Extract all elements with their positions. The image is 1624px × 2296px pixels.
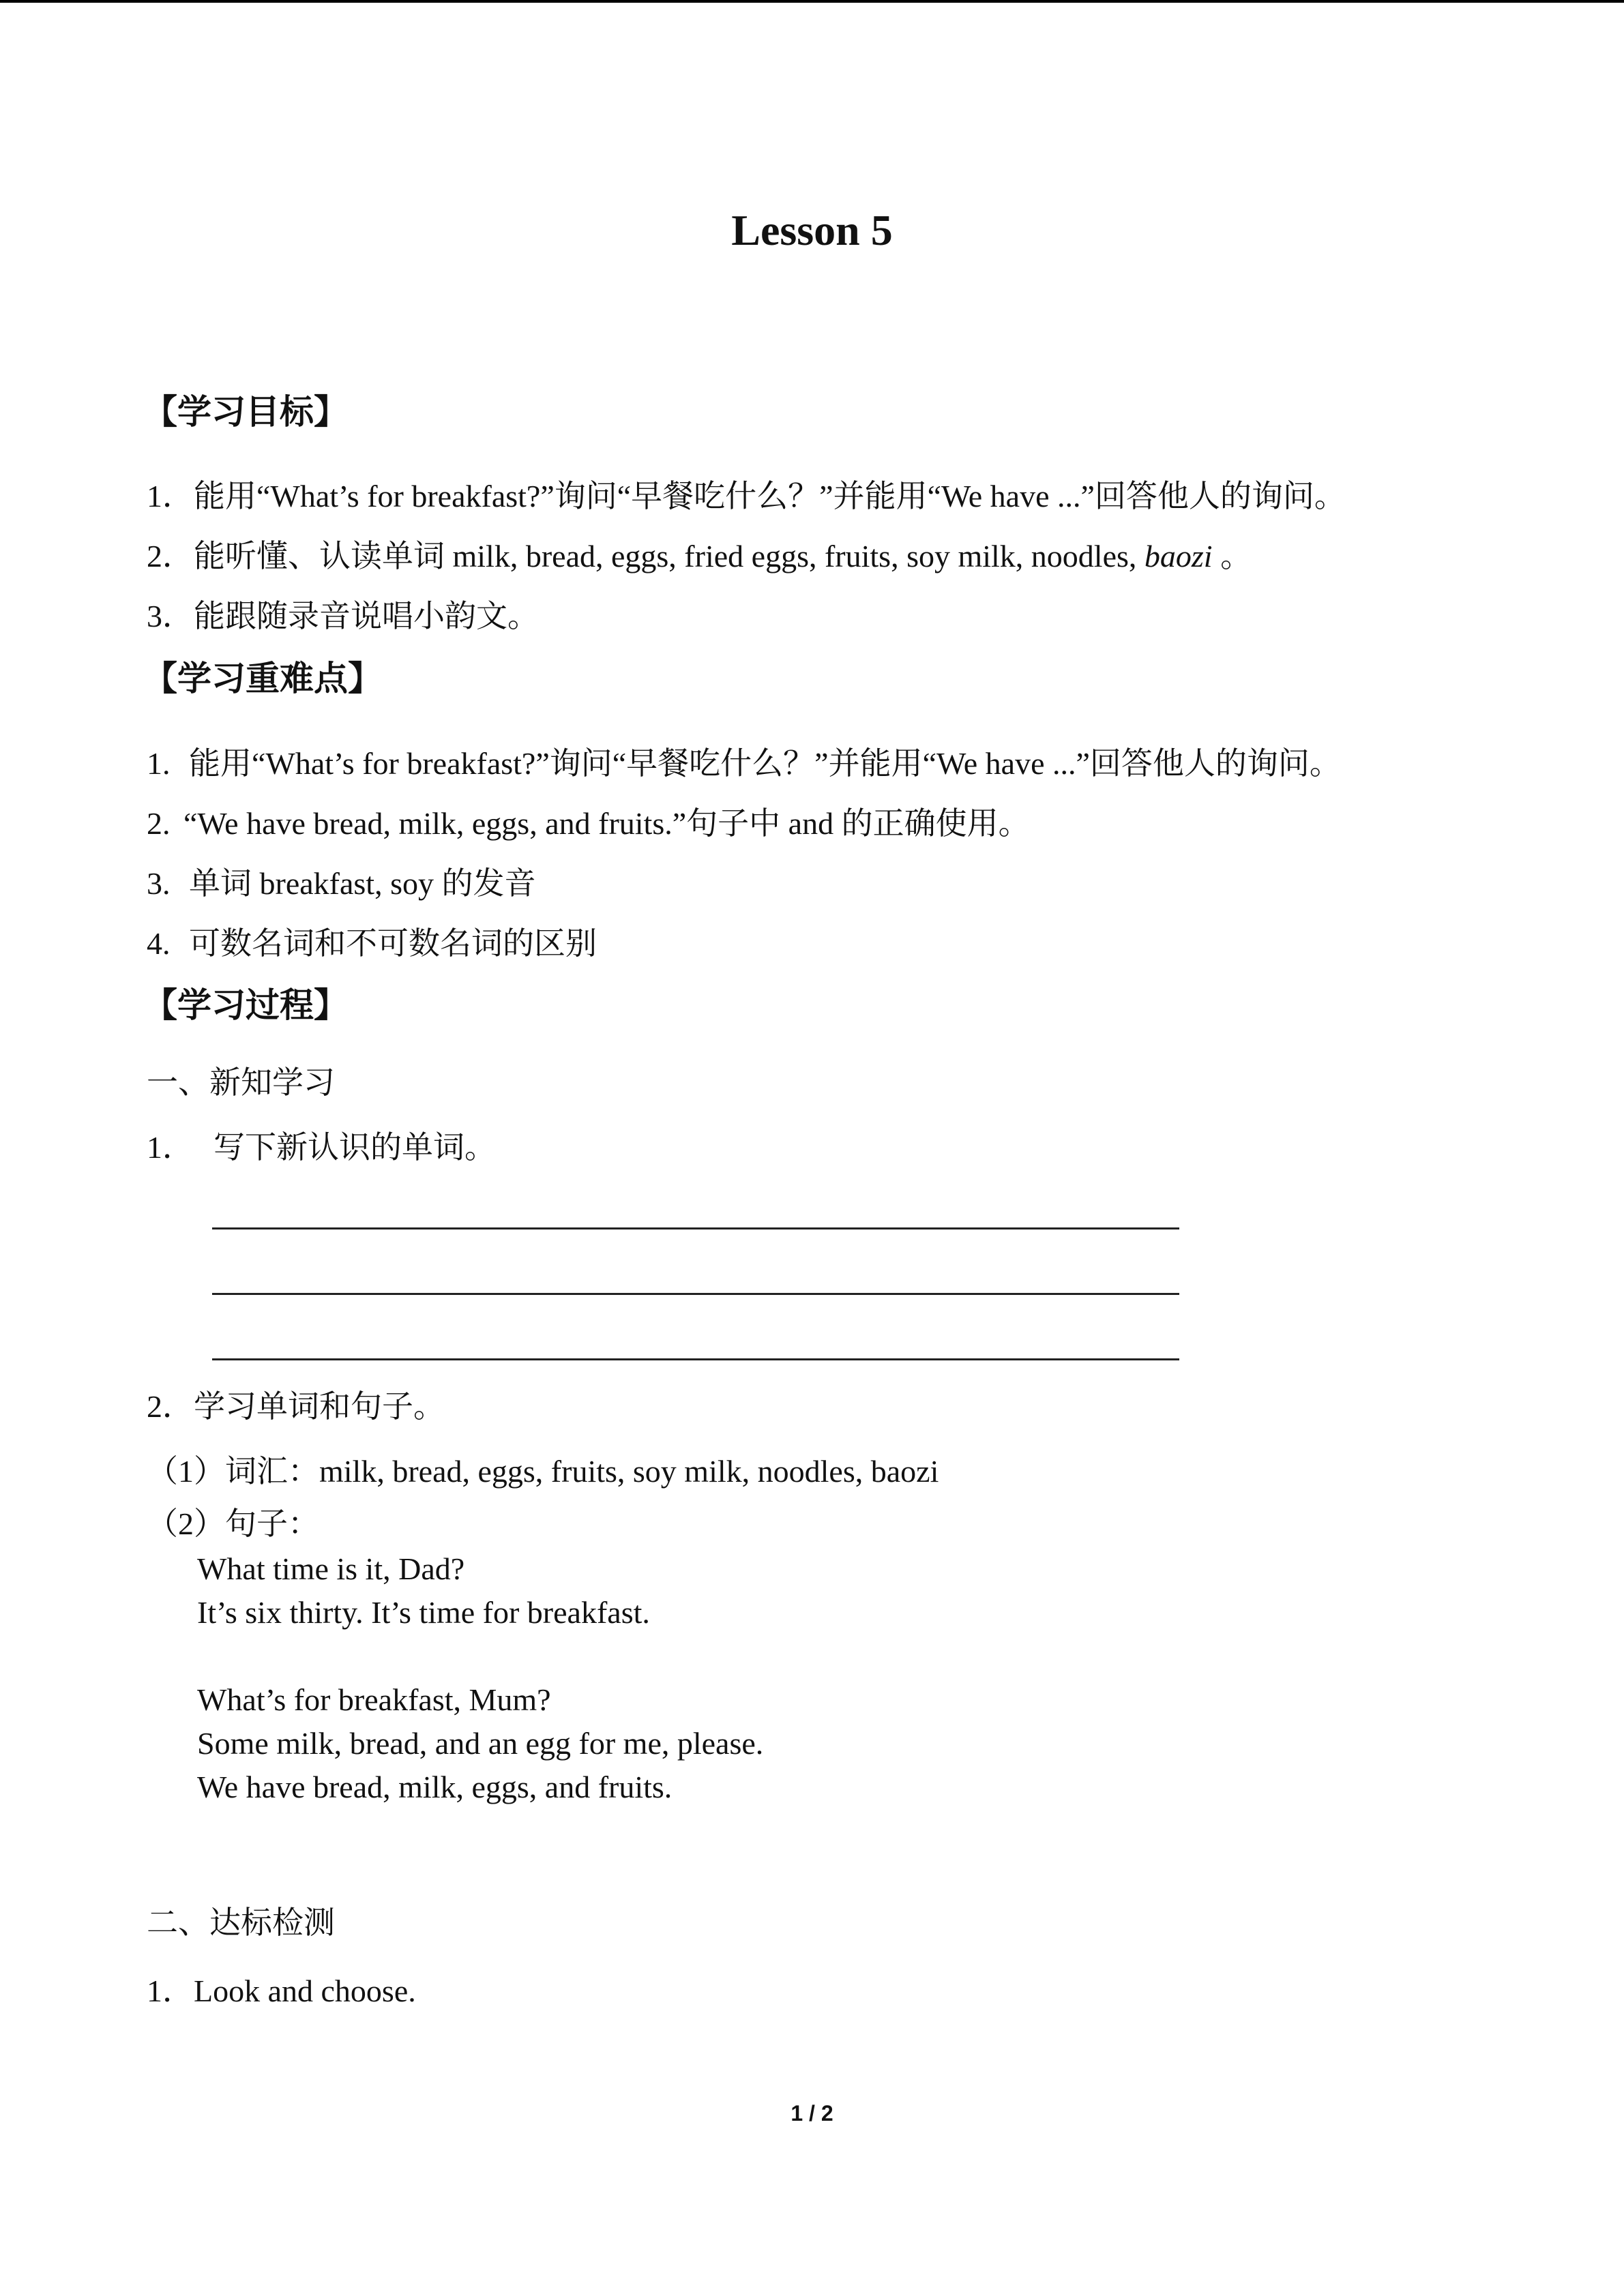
key-point-number: 2. [147, 806, 171, 841]
key-point-item-4 [147, 925, 597, 962]
objective-italic-word: baozi [1144, 539, 1213, 573]
dialogue-line: We have bread, milk, eggs, and fruits. [197, 1770, 673, 1804]
objective-text: 能用“What’s for breakfast?”询问“早餐吃什么？”并能用“We have ...”回答他人的询问。 [194, 479, 1346, 513]
task1-instruction [147, 1129, 496, 1166]
objective-number: 1． [147, 479, 194, 513]
part2-task1 [147, 1972, 416, 2010]
objective-number: 3． [147, 599, 194, 633]
key-point-item-1 [147, 745, 1341, 782]
objective-item-3 [147, 597, 539, 635]
key-point-text: 单词 breakfast, soy 的发音 [189, 866, 536, 901]
objective-item-2 [147, 537, 1252, 575]
task-number: 1． [147, 1973, 194, 2008]
task-text: 写下新认识的单词。 [213, 1130, 496, 1165]
part1-label: 一、新知学习 [147, 1065, 335, 1100]
key-point-number: 4. [147, 926, 171, 961]
dialogue-line: It’s six thirty. It’s time for breakfast. [197, 1595, 650, 1630]
task2-instruction [147, 1388, 445, 1425]
dialogue-line: What time is it, Dad? [197, 1551, 465, 1586]
key-point-number: 1. [147, 746, 171, 781]
page-number: 1 / 2 [791, 2101, 833, 2126]
page-title: Lesson 5 [731, 206, 893, 254]
task-text: Look and choose. [194, 1973, 416, 2008]
task-number: 2． [147, 1389, 194, 1424]
objective-text-end: 。 [1212, 539, 1252, 573]
objectives-heading: 【学习目标】 [143, 392, 348, 432]
task-text: 学习单词和句子。 [194, 1389, 445, 1424]
key-point-item-3 [147, 865, 535, 902]
key-point-item-2 [147, 805, 1030, 842]
part2-label: 二、达标检测 [147, 1905, 335, 1940]
dialogue-line: What’s for breakfast, Mum? [197, 1682, 551, 1717]
answer-line-2[interactable] [212, 1293, 1179, 1295]
key-point-text: “We have bread, milk, eggs, and fruits.”句子中 and 的正确使用。 [183, 806, 1030, 841]
key-points-heading: 【学习重难点】 [143, 659, 382, 698]
objective-item-1 [147, 477, 1346, 515]
key-point-text: 能用“What’s for breakfast?”询问“早餐吃什么？”并能用“We have ...”回答他人的询问。 [189, 746, 1341, 781]
process-heading: 【学习过程】 [143, 985, 348, 1025]
answer-line-3[interactable] [212, 1358, 1179, 1360]
vocabulary-line: （1）词汇：milk, bread, eggs, fruits, soy milk, noodles, baozi [147, 1454, 939, 1489]
sentences-label: （2）句子： [147, 1506, 319, 1541]
top-border [0, 0, 1624, 3]
answer-line-1[interactable] [212, 1227, 1179, 1229]
objective-text: 能听懂、认读单词 milk, bread, eggs, fried eggs, fruits, soy milk, noodles, [194, 539, 1145, 573]
key-point-number: 3. [147, 866, 171, 901]
dialogue-line: Some milk, bread, and an egg for me, please. [197, 1726, 764, 1761]
objective-number: 2． [147, 539, 194, 573]
task-number: 1． [147, 1130, 194, 1165]
key-point-text: 可数名词和不可数名词的区别 [189, 926, 597, 961]
objective-text: 能跟随录音说唱小韵文。 [194, 599, 539, 633]
